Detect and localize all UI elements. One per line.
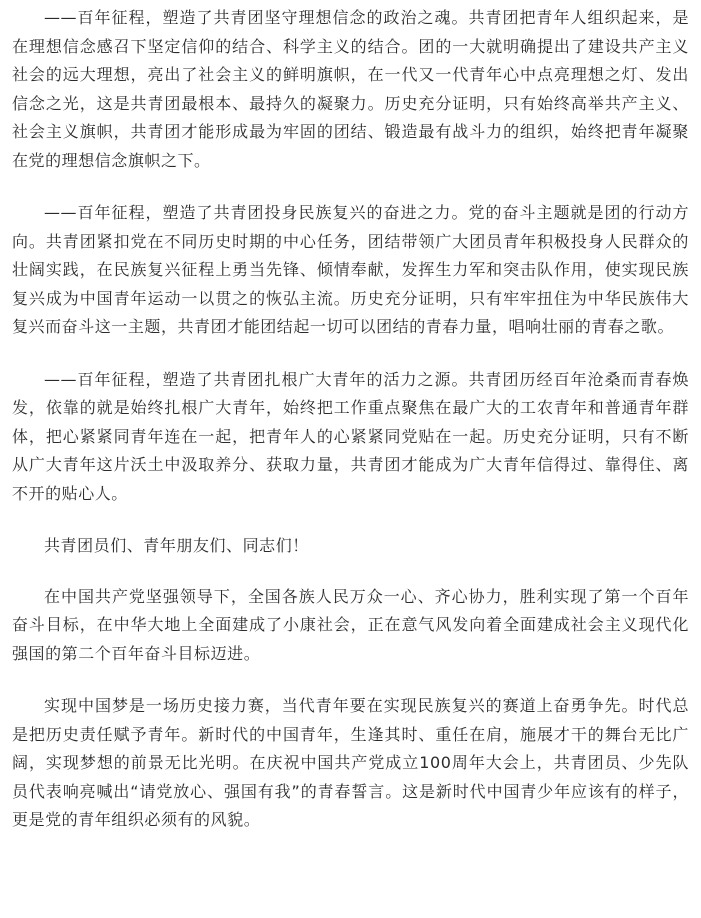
paragraph-vitality-source: ——百年征程，塑造了共青团扎根广大青年的活力之源。共青团历经百年沧桑而青春焕发，依靠的就是始终扎根广大青年，始终把工作重点聚焦在最广大的工农青年和普通青年群体，把心紧紧同青年连在一起，把青年人的心紧紧同党贴在一起。历史充分证明，只有不断从广大青年这片沃土中汲取养分、获取力量，共青团才能成为广大青年信得过、靠得住、离不开的贴心人。 xyxy=(12,369,689,503)
paragraph-rejuvenation-force: ——百年征程，塑造了共青团投身民族复兴的奋进之力。党的奋斗主题就是团的行动方向。共青团紧扣党在不同历史时期的中心任务，团结带领广大团员青年积极投身人民群众的壮阔实践，在民族复兴征程上勇当先锋、倾情奉献，发挥生力军和突击队作用，使实现民族复兴成为中国青年运动一以贯之的恢弘主流。历史充分证明，只有牢牢扭住为中华民族伟大复兴而奋斗这一主题，共青团才能团结起一切可以团结的青春力量，唱响壮丽的青春之歌。 xyxy=(12,203,689,336)
paragraph-salutation: 共青团员们、青年朋友们、同志们！ xyxy=(44,536,309,555)
paragraph-centenary-goal: 在中国共产党坚强领导下，全国各族人民万众一心、齐心协力，胜利实现了第一个百年奋斗目标，在中华大地上全面建成了小康社会，正在意气风发向着全面建成社会主义现代化强国的第二个百年奋斗目标迈进。 xyxy=(12,586,689,663)
paragraph-political-soul: ——百年征程，塑造了共青团坚守理想信念的政治之魂。共青团把青年人组织起来，是在理想信念感召下坚定信仰的结合、科学主义的结合。团的一大就明确提出了建设共产主义社会的远大理想，亮出了社会主义的鲜明旗帜，在一代又一代青年心中点亮理想之灯、发出信念之光，这是共青团最根本、最持久的凝聚力。历史充分证明，只有始终高举共产主义、社会主义旗帜，共青团才能形成最为牢固的团结、锻造最有战斗力的组织，始终把青年凝聚在党的理想信念旗帜之下。 xyxy=(12,8,689,170)
paragraph-china-dream: 实现中国梦是一场历史接力赛，当代青年要在实现民族复兴的赛道上奋勇争先。时代总是把历史责任赋予青年。新时代的中国青年，生逢其时、重任在肩，施展才干的舞台无比广阔，实现梦想的前景无比光明。在庆祝中国共产党成立100周年大会上，共青团员、少先队员代表响亮喊出“请党放心、强国有我”的青春誓言。这是新时代中国青少年应该有的样子，更是党的青年组织必须有的风貌。 xyxy=(12,696,689,829)
